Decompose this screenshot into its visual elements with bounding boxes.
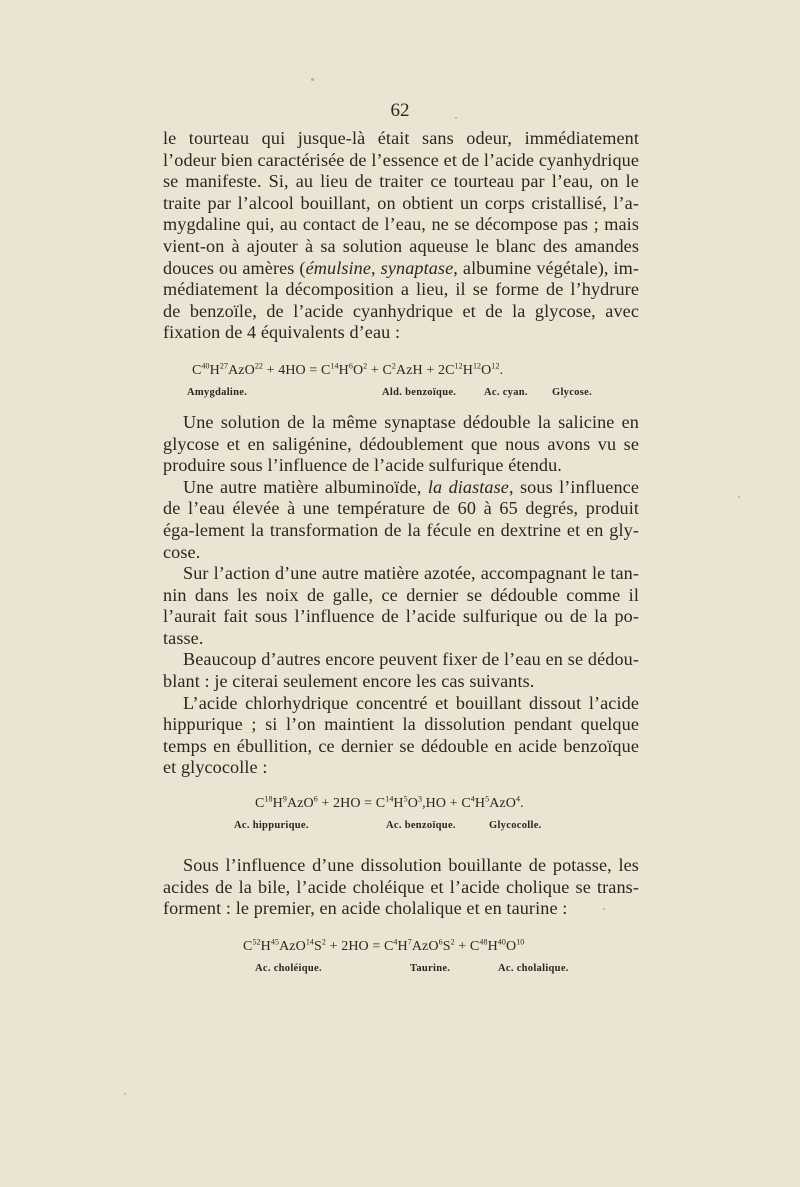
equation-label: Ac. hippurique.: [234, 820, 309, 832]
paragraph-amygdaline: le tourteau qui jusque-là était sans odeur, immédiatement l’odeur bien caractérisée de l’essence et de l’acide cyanhydrique se manifeste. Si, au lieu de traiter ce tourteau par l’eau, on le traite par l’alcool bouillant, on obtient un corps cristallisé, l’a-mygdaline qui, au contact de l’eau, ne se décompose pas ; mais vient-on à ajouter à sa solution aqueuse le blanc des amandes douces ou amères (émulsine, synaptase, albumine végétale), im-médiatement la décomposition a lieu, il se forme de l’hydrure de benzoïle, de l’acide cyanhydrique et de la glycose, avec fixation de 4 équivalents d’eau :: [163, 128, 640, 343]
page-number: 62: [390, 100, 410, 121]
paper-speck: [311, 78, 314, 81]
equation-label: Ald. benzoïque.: [382, 386, 457, 398]
paper-speck: [124, 1093, 126, 1095]
paper-speck: [738, 496, 740, 498]
paragraph-diastase: Une autre matière albuminoïde, la diastase, sous l’influence de l’eau élevée à une température de 60 à 65 degrés, produit éga-lement la transformation de la fécule en dextrine et en gly-cose.: [163, 476, 639, 562]
paragraph-dedoublement: Beaucoup d’autres encore peuvent fixer de l’eau en se dédou-blant : je citerai seulement encore les cas suivants.: [163, 649, 639, 692]
equation-formula: $C^{52}H^{45}AzO^{14}S^2 + 2HO = C^4H^7AzO^6S^2 + C^{48}H^{40}O^{10}$: [243, 937, 525, 954]
paragraph-hippurique: L’acide chlorhydrique concentré et bouillant dissout l’acide hippurique ; si l’on maintient la dissolution pendant quelque temps en ébullition, ce dernier se dédouble en acide benzoïque et glycocolle :: [163, 692, 639, 778]
synaptase-term: synaptase: [380, 257, 454, 278]
equation-label: Ac. cyan.: [484, 386, 528, 398]
equation-formula: $C^{18}H^9AzO^6 + 2HO = C^{14}H^5O^3,HO + C^4H^5AzO^4$.: [255, 794, 524, 812]
diastase-term: la diastase: [427, 476, 509, 497]
equation-label: Ac. choléique.: [255, 962, 322, 974]
equation-label: Glycose.: [552, 386, 593, 398]
equation-label: Amygdaline.: [187, 386, 248, 398]
equation-formula: $C^{40}H^{27}AzO^{22} + 4HO = C^{14}H^6O^2 + C^2AzH + 2C^{12}H^{12}O^{12}$.: [192, 361, 504, 378]
equation-hippurique: [163, 779, 639, 855]
body-text: [163, 128, 639, 980]
equation-amygdaline: [163, 344, 639, 412]
equation-label: Glycocolle.: [489, 820, 542, 832]
paragraph-bile: Sous l’influence d’une dissolution bouillante de potasse, les acides de la bile, l’acide choléique et l’acide cholique se trans-forment : le premier, en acide cholalique et en taurine :: [163, 855, 639, 919]
equation-choleique: [163, 920, 639, 980]
paragraph-salicine: Une solution de la même synaptase dédouble la salicine en glycose et en saligénine, dédoublement que nous avons vu se produire sous l’influence de l’acide sulfurique étendu.: [163, 411, 639, 476]
equation-label: Taurine.: [410, 962, 451, 974]
emulsine-term: émulsine: [305, 257, 372, 278]
equation-label: Ac. cholalique.: [498, 962, 569, 974]
paragraph-tannin: Sur l’action d’une autre matière azotée, accompagnant le tan-nin dans les noix de galle, ce dernier se dédouble comme il l’aurait fait sous l’influence de l’acide sulfurique ou de la po-tasse.: [163, 563, 639, 648]
equation-label: Ac. benzoïque.: [386, 820, 456, 832]
